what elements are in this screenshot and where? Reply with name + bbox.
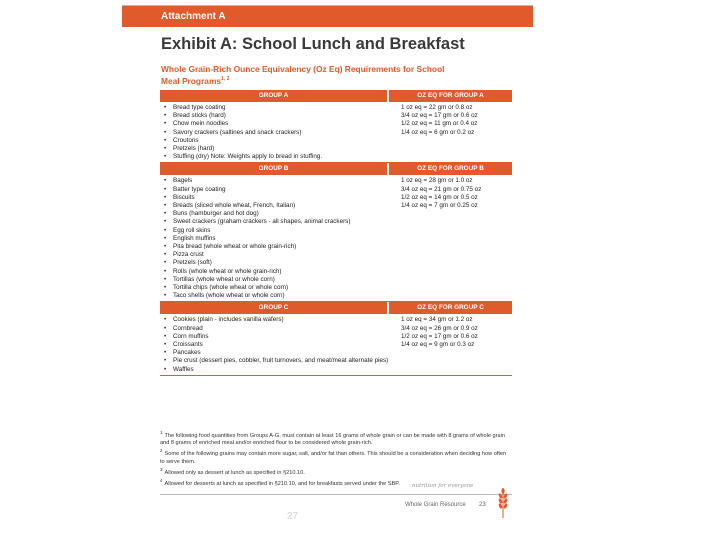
footer-page-number: 23 xyxy=(479,502,486,508)
bullet-icon: • xyxy=(164,243,167,251)
bullet-icon: • xyxy=(164,185,167,193)
list-item xyxy=(164,251,387,259)
list-item-text: Pancakes xyxy=(173,349,201,357)
list-item-text: Sweet crackers (graham crackers - all shapes, animal crackers) xyxy=(173,218,351,226)
bullet-icon: • xyxy=(164,120,167,128)
list-item-text: Cookies (plain - includes vanilla wafers) xyxy=(173,316,284,324)
group-body xyxy=(160,314,512,375)
list-item-text: Pretzels (hard) xyxy=(173,145,215,153)
list-item xyxy=(164,177,387,185)
list-item xyxy=(164,120,387,128)
list-item-text: Rolls (whole wheat or whole grain-rich) xyxy=(173,267,282,275)
list-item-text: English muffins xyxy=(173,234,216,242)
group-equivalents-list xyxy=(389,314,512,374)
footnote-text: The following food quantities from Groups A-G, must contain at least 16 grams of whole grain or can be made with 8 grams of whole grain and 8 grams of enriched meal and/or enriched flour to be considered whole grain-rich. xyxy=(160,432,505,447)
bullet-icon: • xyxy=(164,365,167,373)
equivalent-row: 1/2 oz eq = 14 gm or 0.5 oz xyxy=(401,193,478,201)
list-item xyxy=(164,366,387,374)
bullet-icon: • xyxy=(164,284,167,292)
list-item-text: Pizza crust xyxy=(173,251,204,259)
subtitle-text: Whole Grain-Rich Ounce Equivalency (Oz Eq) Requirements for School Meal Programs xyxy=(161,64,445,86)
group-name-header: GROUP C xyxy=(160,302,387,314)
equivalent-row: 3/4 oz eq = 21 gm or 0.75 oz xyxy=(401,185,482,193)
list-item-text: Chow mein noodles xyxy=(173,120,229,128)
group-name-header: GROUP A xyxy=(160,90,387,102)
slide-number: 27 xyxy=(287,511,299,522)
list-item-text: Pie crust (dessert pies, cobbler, fruit turnovers, and meat/meat alternate pies) xyxy=(173,357,389,365)
equivalent-row: 3/4 oz eq = 17 gm or 0.6 oz xyxy=(401,112,478,120)
list-item-text: Bread sticks (hard) xyxy=(173,112,226,120)
list-item-text: Waffles xyxy=(173,365,194,373)
list-item xyxy=(164,202,387,210)
bullet-icon: • xyxy=(164,128,167,136)
group-header-row xyxy=(160,90,512,102)
subtitle-footnote-ref: 1, 2 xyxy=(221,76,230,82)
list-item xyxy=(164,129,387,137)
list-item-text: Breads (sliced whole wheat, French, Italian) xyxy=(173,202,296,210)
list-item xyxy=(164,325,387,333)
list-item-text: Bagels xyxy=(173,177,193,185)
bullet-icon: • xyxy=(164,136,167,144)
footnote-number: 1 xyxy=(160,430,163,435)
list-item xyxy=(164,341,387,349)
list-item xyxy=(164,104,387,112)
bullet-icon: • xyxy=(164,349,167,357)
list-item xyxy=(164,145,387,153)
bullet-icon: • xyxy=(164,267,167,275)
list-item-text: Pretzels (soft) xyxy=(173,259,212,267)
bullet-icon: • xyxy=(164,251,167,259)
bullet-icon: • xyxy=(164,357,167,365)
group-equivalents-list xyxy=(389,175,512,301)
list-item xyxy=(164,333,387,341)
group-name-header: GROUP B xyxy=(160,163,387,175)
list-item-text: Buns (hamburger and hot dog) xyxy=(173,210,259,218)
list-item xyxy=(164,210,387,218)
list-item xyxy=(164,235,387,243)
bullet-icon: • xyxy=(164,193,167,201)
bullet-icon: • xyxy=(164,177,167,185)
footer-rule xyxy=(160,494,512,495)
group-eq-header: OZ EQ FOR GROUP A xyxy=(389,90,512,102)
list-item xyxy=(164,112,387,120)
list-item-text: Taco shells (whole wheat or whole corn) xyxy=(173,292,285,300)
list-item xyxy=(164,316,387,324)
list-item xyxy=(164,357,387,365)
group-header-row xyxy=(160,302,512,314)
list-item xyxy=(164,349,387,357)
footnote xyxy=(160,466,512,477)
list-item-text: Stuffing (dry) Note: Weights apply to bread in stuffing. xyxy=(173,153,323,161)
footer-resource-label: Whole Grain Resource xyxy=(405,502,466,508)
group-items-list xyxy=(160,175,387,301)
list-item xyxy=(164,227,387,235)
footnotes xyxy=(160,429,512,488)
attachment-label: Attachment A xyxy=(161,11,226,22)
list-item-text: Croissants xyxy=(173,341,203,349)
document-page xyxy=(122,5,533,536)
footnote-number: 4 xyxy=(160,478,163,484)
bullet-icon: • xyxy=(164,218,167,226)
bullet-icon: • xyxy=(164,112,167,120)
equivalent-row: 1 oz eq = 22 gm or 0.8 oz xyxy=(401,104,473,111)
list-item-text: Cornbread xyxy=(173,324,203,332)
footnote xyxy=(160,447,512,465)
bullet-icon: • xyxy=(164,104,167,111)
group-body xyxy=(160,102,512,163)
list-item-text: Biscuits xyxy=(173,193,195,201)
list-item xyxy=(164,194,387,202)
bullet-icon: • xyxy=(164,341,167,349)
bullet-icon: • xyxy=(164,324,167,332)
list-item xyxy=(164,284,387,292)
list-item xyxy=(164,243,387,251)
equivalent-row: 1/2 oz eq = 17 gm or 0.6 oz xyxy=(401,332,478,340)
grain-groups-table xyxy=(160,90,512,376)
list-item xyxy=(164,276,387,284)
page-subtitle xyxy=(161,64,461,86)
list-item xyxy=(164,218,387,226)
bullet-icon: • xyxy=(164,332,167,340)
footnote-text: Allowed only as dessert at lunch as specified in §210.10. xyxy=(164,469,305,476)
list-item-text: Pita bread (whole wheat or whole grain-rich) xyxy=(173,243,297,251)
list-item-text: Croutons xyxy=(173,136,199,144)
group-items-list xyxy=(160,314,387,374)
equivalent-row: 1 oz eq = 34 gm or 1.2 oz xyxy=(401,316,473,324)
bullet-icon: • xyxy=(164,292,167,300)
group-eq-header: OZ EQ FOR GROUP C xyxy=(389,302,512,314)
group-body xyxy=(160,175,512,302)
bullet-icon: • xyxy=(164,210,167,218)
equivalent-row: 1/2 oz eq = 11 gm or 0.4 oz xyxy=(401,120,478,128)
attachment-banner xyxy=(122,6,533,27)
list-item xyxy=(164,292,387,300)
group-items-list xyxy=(160,102,387,162)
footnote xyxy=(160,429,512,447)
equivalent-row: 1/4 oz eq = 6 gm or 0.2 oz xyxy=(401,128,475,136)
bullet-icon: • xyxy=(164,145,167,153)
bullet-icon: • xyxy=(164,275,167,283)
list-item-text: Tortilla chips (whole wheat or whole corn) xyxy=(173,284,289,292)
bullet-icon: • xyxy=(164,153,167,161)
list-item-text: Bread type coating xyxy=(173,104,226,111)
list-item xyxy=(164,153,387,161)
footnote-text: Allowed for desserts at lunch as specified in §210.10, and for breakfasts served under the SBP. xyxy=(164,480,400,487)
group-equivalents-list xyxy=(389,102,512,162)
list-item-text: Egg roll skins xyxy=(173,226,211,234)
bullet-icon: • xyxy=(164,259,167,267)
bullet-icon: • xyxy=(164,202,167,210)
bullet-icon: • xyxy=(164,234,167,242)
page-title: Exhibit A: School Lunch and Breakfast xyxy=(161,35,465,53)
wheat-icon xyxy=(496,486,510,518)
bullet-icon: • xyxy=(164,316,167,324)
list-item-text: Savory crackers (saltines and snack crackers) xyxy=(173,128,302,136)
equivalent-row: 1/4 oz eq = 7 gm or 0.25 oz xyxy=(401,202,478,210)
equivalent-row: 3/4 oz eq = 26 gm or 0.9 oz xyxy=(401,324,478,332)
list-item xyxy=(164,186,387,194)
group-header-row xyxy=(160,163,512,175)
list-item-text: Tortillas (whole wheat or whole corn) xyxy=(173,275,275,283)
list-item xyxy=(164,268,387,276)
group-eq-header: OZ EQ FOR GROUP B xyxy=(389,163,512,175)
list-item xyxy=(164,137,387,145)
footnote-text: Some of the following grains may contain more sugar, salt, and/or fat than others. This should be a consideration when deciding how often to serve them. xyxy=(160,451,507,465)
signature-script: nutrition for everyone xyxy=(412,483,474,489)
list-item-text: Batter type coating xyxy=(173,185,226,193)
footnote-number: 3 xyxy=(160,466,163,472)
footnote-number: 2 xyxy=(160,448,163,454)
equivalent-row: 1/4 oz eq = 9 gm or 0.3 oz xyxy=(401,341,475,349)
bullet-icon: • xyxy=(164,226,167,234)
list-item-text: Corn muffins xyxy=(173,332,209,340)
list-item xyxy=(164,259,387,267)
equivalent-row: 1 oz eq = 28 gm or 1.0 oz xyxy=(401,177,473,185)
